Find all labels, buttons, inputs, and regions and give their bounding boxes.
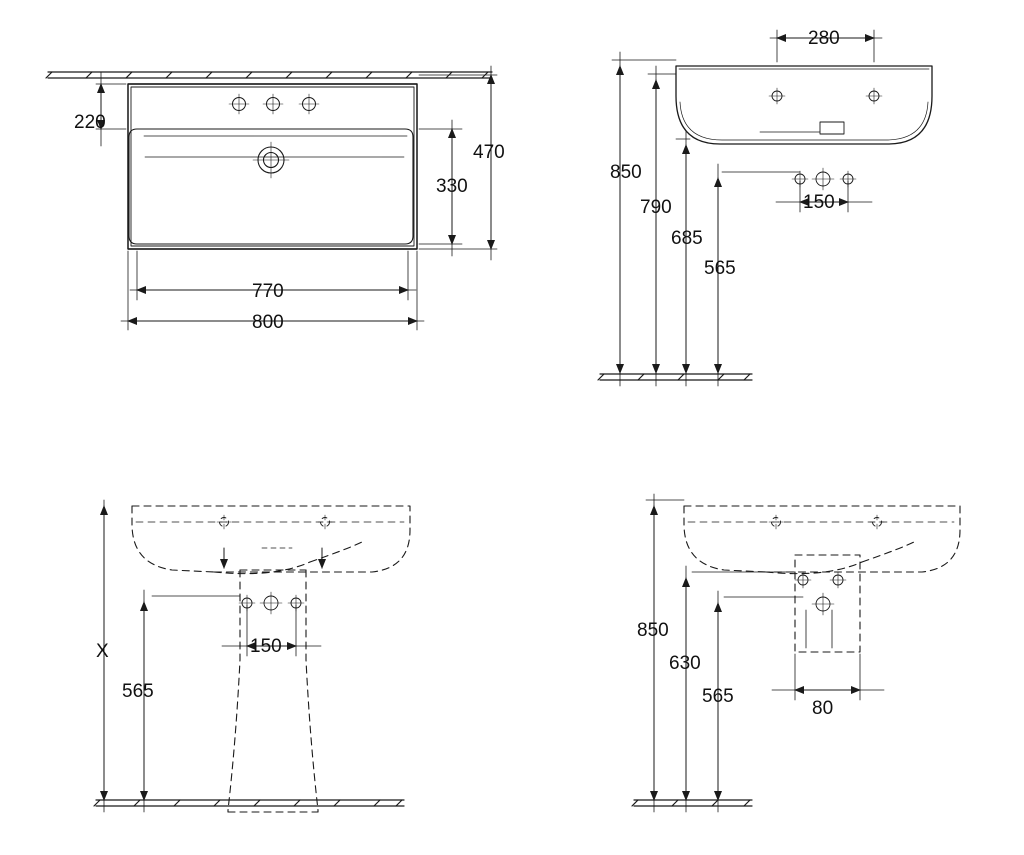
dim-label-220: 220 [74, 112, 106, 133]
dim-label-790: 790 [640, 197, 672, 218]
dim-label-280: 280 [808, 28, 840, 49]
dim-label-630: 630 [669, 653, 701, 674]
dim-label-800: 800 [252, 312, 284, 333]
dim-label-330: 330 [436, 176, 468, 197]
dim-label-565-front: 565 [704, 258, 736, 279]
dim-label-150-front: 150 [803, 192, 835, 213]
dim-label-150-pedestal: 150 [250, 636, 282, 657]
dim-label-685: 685 [671, 228, 703, 249]
dim-label-850-front: 850 [610, 162, 642, 183]
dim-label-80: 80 [812, 698, 834, 719]
dim-label-470: 470 [473, 142, 505, 163]
dim-label-850-cover: 850 [637, 620, 669, 641]
dim-label-565-pedestal: 565 [122, 681, 154, 702]
dim-label-770: 770 [252, 281, 284, 302]
dim-label-565-cover: 565 [702, 686, 734, 707]
dim-label-x: X [96, 641, 109, 662]
